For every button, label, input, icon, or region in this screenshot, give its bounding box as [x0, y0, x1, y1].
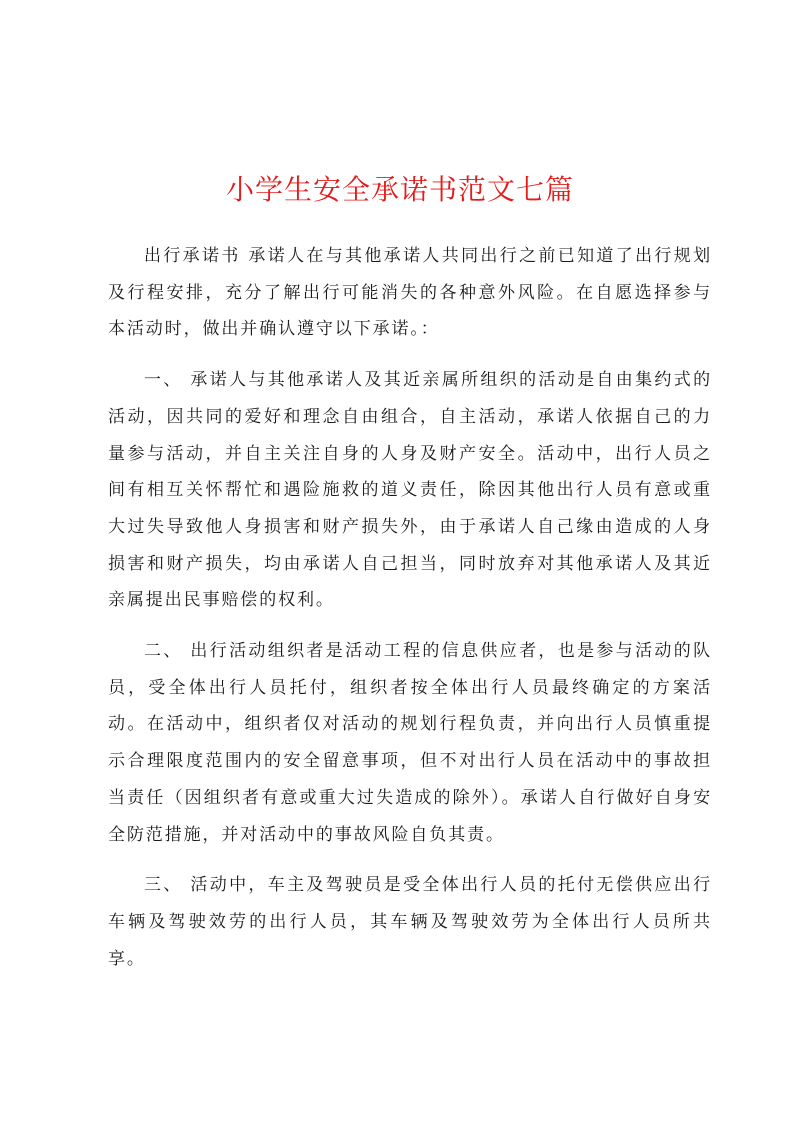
- paragraph-intro: 出行承诺书 承诺人在与其他承诺人共同出行之前已知道了出行规划及行程安排，充分了解出行可能消失的各种意外风险。在自愿选择参与本活动时，做出并确认遵守以下承诺。：: [108, 246, 712, 340]
- paragraph-clause-3: 三、 活动中，车主及驾驶员是受全体出行人员的托付无偿供应出行车辆及驾驶效劳的出行人员，其车辆及驾驶效劳为全体出行人员所共享。: [108, 875, 712, 969]
- paragraph-clause-2: 二、 出行活动组织者是活动工程的信息供应者，也是参与活动的队员，受全体出行人员托付，组织者按全体出行人员最终确定的方案活动。在活动中，组织者仅对活动的规划行程负责，并向出行人员慎重提示合理限度范围内的安全留意事项，但不对出行人员在活动中的事故担当责任（因组织者有意或重大过失造成的除外）。承诺人自行做好自身安全防范措施，并对活动中的事故风险自负其责。: [108, 641, 712, 845]
- paragraph-clause-1: 一、 承诺人与其他承诺人及其近亲属所组织的活动是自由集约式的活动，因共同的爱好和理念自由组合，自主活动，承诺人依据自己的力量参与活动，并自主关注自身的人身及财产安全。活动中，出行人员之间有相互关怀帮忙和遇险施救的道义责任，除因其他出行人员有意或重大过失导致他人身损害和财产损失外，由于承诺人自己缘由造成的人身损害和财产损失，均由承诺人自己担当，同时放弃对其他承诺人及其近亲属提出民事赔偿的权利。: [108, 370, 712, 611]
- document-body: [108, 238, 712, 991]
- document-title: 小学生安全承诺书范文七篇: [225, 173, 574, 206]
